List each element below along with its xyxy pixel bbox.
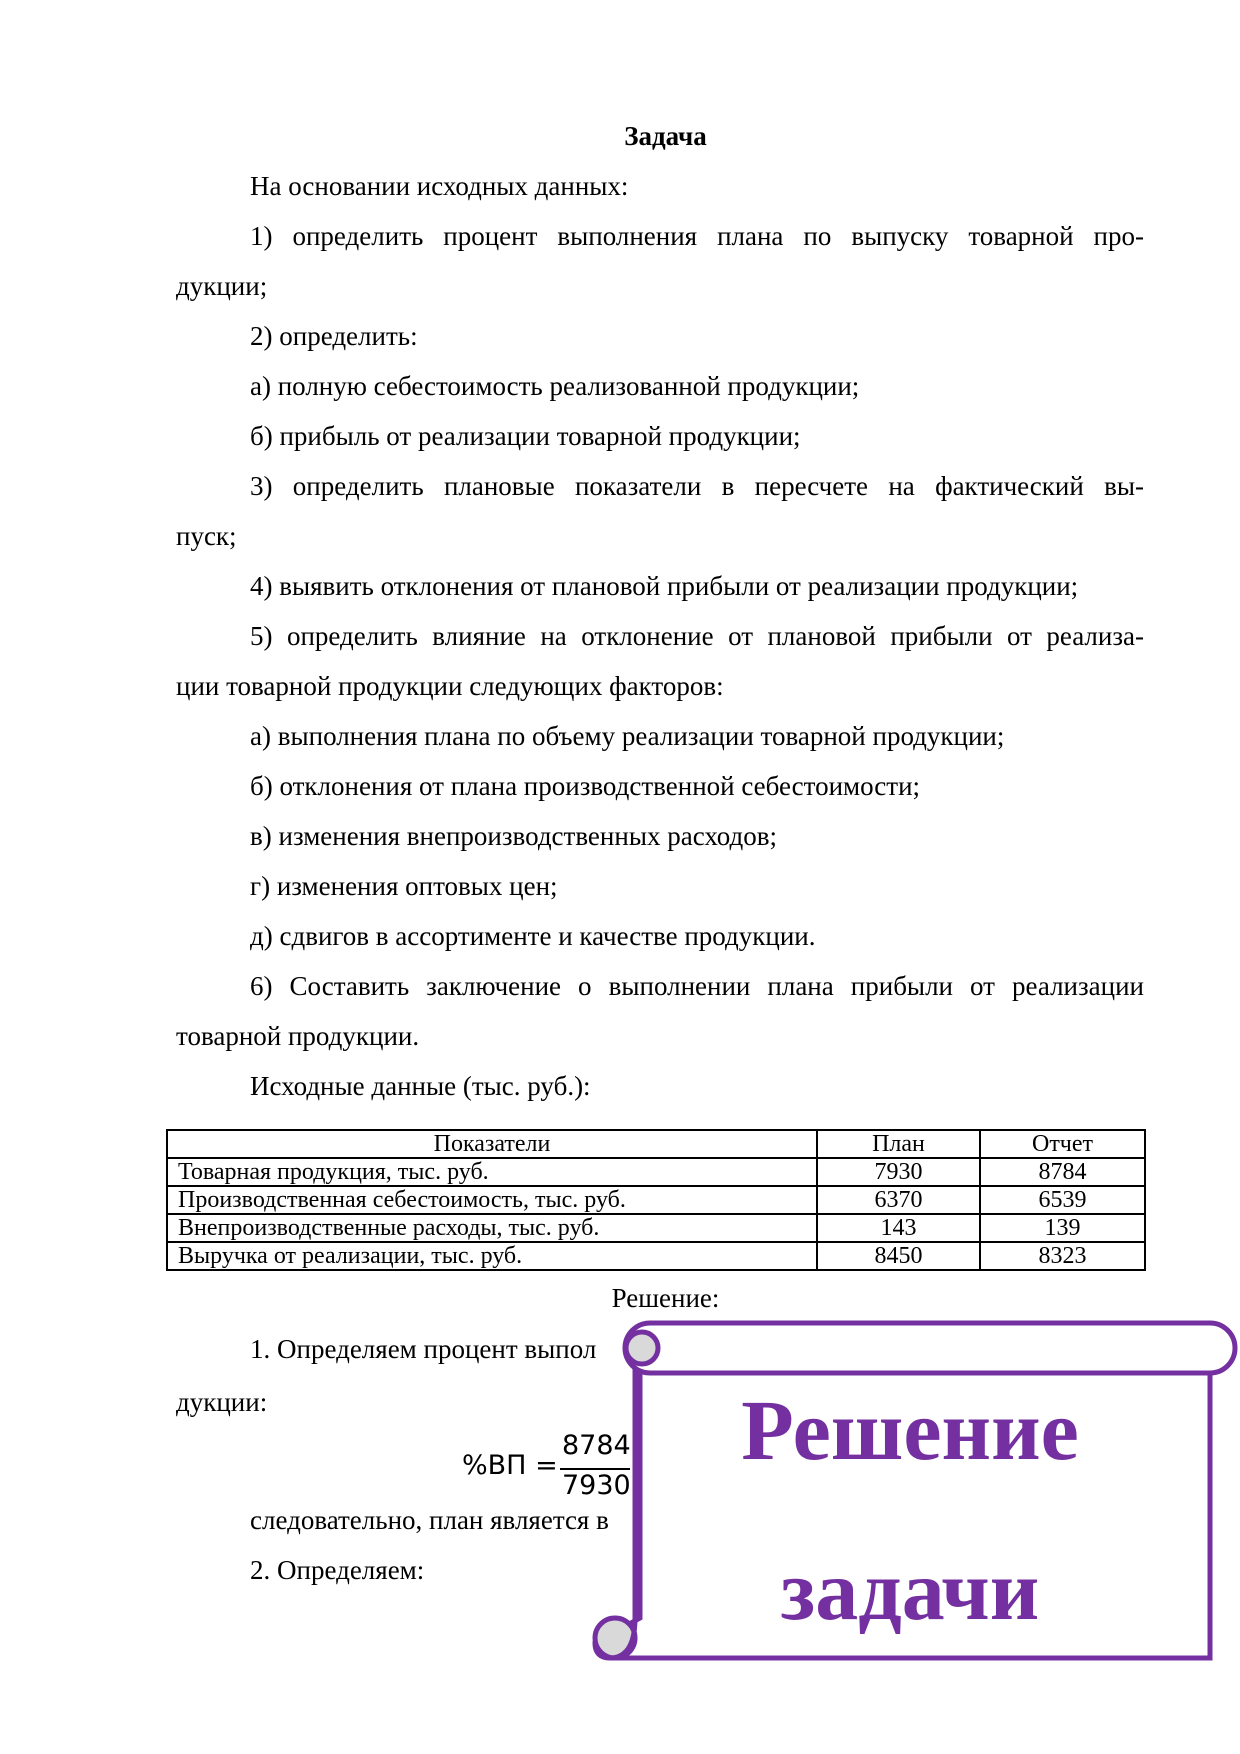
task-5-line-2: ции товарной продукции следующих факторов: xyxy=(176,671,724,701)
formula-lhs: %ВП = xyxy=(462,1450,558,1481)
task-6-line-2: товарной продукции. xyxy=(176,1021,420,1051)
report-value: 8784 xyxy=(980,1158,1145,1186)
task-6-line-1: 6) Составить заключение о выполнении плана прибыли от реализации xyxy=(250,971,1144,1001)
plan-value: 143 xyxy=(817,1214,980,1242)
task-1-line-1: 1) определить процент выполнения плана по выпуску товарной про- xyxy=(250,221,1144,251)
source-data-table xyxy=(166,1129,1146,1271)
task-5-line-1: 5) определить влияние на отклонение от плановой прибыли от реализа- xyxy=(250,621,1144,651)
column-header-report: Отчет xyxy=(980,1130,1145,1158)
plan-value: 7930 xyxy=(817,1158,980,1186)
banner-line-1: Решение xyxy=(741,1382,1079,1478)
table-row xyxy=(167,1158,1145,1186)
task-2a: а) полную себестоимость реализованной продукции; xyxy=(250,371,860,401)
task-5c: в) изменения внепроизводственных расходов; xyxy=(250,821,778,851)
scroll-top-roll xyxy=(625,1323,1235,1373)
solution-step-1-line-2: дукции: xyxy=(176,1387,268,1417)
formula-numerator: 8784 xyxy=(562,1430,631,1461)
page-title: Задача xyxy=(624,121,707,151)
solution-step-2: 2. Определяем: xyxy=(250,1555,425,1585)
solution-step-1: 1. Определяем процент выпол xyxy=(250,1334,597,1364)
solution-conclusion: следовательно, план является в xyxy=(250,1505,609,1535)
task-3-line-2: пуск; xyxy=(176,521,237,551)
task-3-line-1: 3) определить плановые показатели в пересчете на фактический вы- xyxy=(250,471,1144,501)
task-4: 4) выявить отклонения от плановой прибыли от реализации продукции; xyxy=(250,571,1079,601)
report-value: 8323 xyxy=(980,1242,1145,1270)
table-row xyxy=(167,1214,1145,1242)
table-row xyxy=(167,1186,1145,1214)
data-caption: Исходные данные (тыс. руб.): xyxy=(250,1071,591,1101)
banner-line-2: задачи xyxy=(780,1542,1040,1638)
task-5b: б) отклонения от плана производственной себестоимости; xyxy=(250,771,921,801)
row-label: Производственная себестоимость, тыс. руб. xyxy=(167,1186,817,1214)
row-label: Товарная продукция, тыс. руб. xyxy=(167,1158,817,1186)
solution-heading: Решение: xyxy=(611,1283,720,1313)
task-1-line-2: дукции; xyxy=(176,271,268,301)
plan-value: 6370 xyxy=(817,1186,980,1214)
report-value: 139 xyxy=(980,1214,1145,1242)
table-header-row xyxy=(167,1130,1145,1158)
column-header-plan: План xyxy=(817,1130,980,1158)
task-5e: д) сдвигов в ассортименте и качестве продукции. xyxy=(250,921,816,951)
task-2: 2) определить: xyxy=(250,321,418,351)
row-label: Внепроизводственные расходы, тыс. руб. xyxy=(167,1214,817,1242)
plan-value: 8450 xyxy=(817,1242,980,1270)
task-5a: а) выполнения плана по объему реализации товарной продукции; xyxy=(250,721,1005,751)
report-value: 6539 xyxy=(980,1186,1145,1214)
formula-denominator: 7930 xyxy=(562,1470,631,1501)
intro-text: На основании исходных данных: xyxy=(250,171,629,201)
task-5d: г) изменения оптовых цен; xyxy=(250,871,558,901)
task-2b: б) прибыль от реализации товарной продукции; xyxy=(250,421,801,451)
table-row xyxy=(167,1242,1145,1270)
column-header-indicator: Показатели xyxy=(167,1130,817,1158)
row-label: Выручка от реализации, тыс. руб. xyxy=(167,1242,817,1270)
scroll-top-curl xyxy=(626,1332,658,1364)
